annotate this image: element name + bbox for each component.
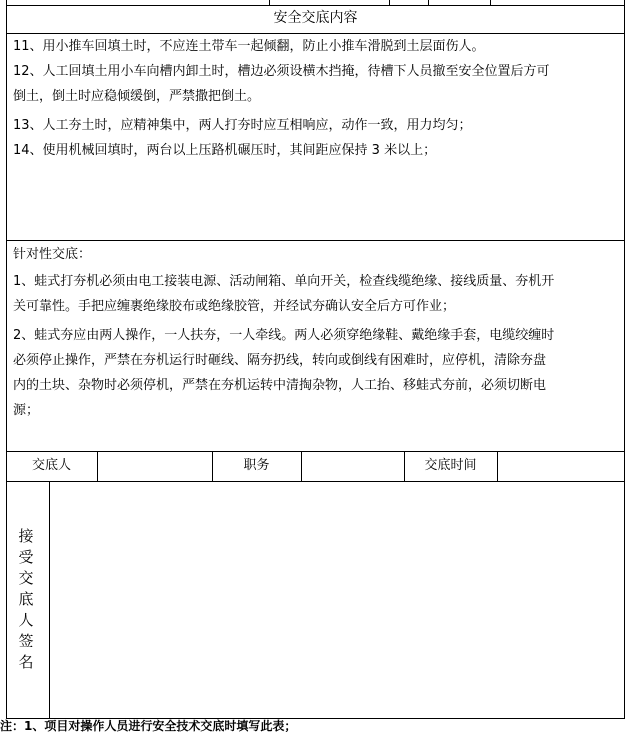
discloser-label: 交底人	[31, 458, 71, 473]
section-title: 安全交底内容	[273, 10, 358, 26]
table-right-border	[624, 0, 625, 719]
time-field[interactable]	[498, 452, 624, 481]
targeted-heading: 针对性交底：	[13, 247, 92, 262]
rule	[6, 240, 625, 241]
targeted-section	[13, 242, 623, 423]
targeted-line: 内的土块、杂物时必须停机，严禁在夯机运转中清掏杂物，人工抬、移蛙式夯前，必须切断电	[13, 378, 547, 393]
discloser-field[interactable]	[98, 452, 212, 481]
receiver-label-char: 签	[18, 632, 34, 650]
general-item: 11、用小推车回填土时，不应连土带车一起倾翻，防止小推车滑脱到土层面伤人。	[13, 39, 485, 54]
general-item: 倒土，倒土时应稳倾缓倒，严禁撒把倒土。	[13, 89, 261, 104]
receiver-label-char: 人	[18, 611, 34, 629]
receiver-label-char: 接	[18, 527, 34, 545]
position-field[interactable]	[302, 452, 404, 481]
general-items	[13, 34, 623, 163]
targeted-line: 必须停止操作，严禁在夯机运行时砸线、隔夯扔线，转向或倒线有困难时，应停机，清除夯盘	[13, 353, 547, 368]
receiver-label-char: 底	[18, 590, 34, 608]
targeted-line: 源；	[13, 403, 40, 418]
time-label: 交底时间	[424, 458, 477, 473]
targeted-line: 1、蛙式打夯机必须由电工接装电源、活动闸箱、单向开关，检查线缆绝缘、接线质量、夯机开	[13, 274, 555, 289]
general-item: 12、人工回填土用小车向槽内卸土时，槽边必须设横木挡掩，待槽下人员撤至安全位置后方可	[13, 64, 550, 79]
targeted-line: 关可靠性。手把应缠裹绝缘胶布或绝缘胶管，并经试夯确认安全后方可作业；	[13, 299, 456, 314]
receiver-signature-area[interactable]	[50, 482, 624, 718]
receiver-label-char: 受	[18, 548, 34, 566]
position-label: 职务	[243, 458, 270, 473]
general-item: 13、人工夯土时，应精神集中，两人打夯时应互相响应，动作一致，用力均匀；	[13, 118, 472, 133]
receiver-label-char: 交	[18, 569, 34, 587]
receiver-label-char: 名	[18, 653, 34, 671]
footnote: 注：1、项目对操作人员进行安全技术交底时填写此表；	[0, 719, 297, 732]
targeted-line: 2、蛙式夯应由两人操作，一人扶夯，一人牵线。两人必须穿绝缘鞋、戴绝缘手套，电缆绞缠时	[13, 328, 555, 343]
receiver-label	[14, 526, 38, 673]
rule	[6, 5, 625, 6]
table-left-border	[6, 0, 7, 719]
general-item: 14、使用机械回填时，两台以上压路机碾压时，其间距应保持 3 米以上；	[13, 143, 437, 158]
